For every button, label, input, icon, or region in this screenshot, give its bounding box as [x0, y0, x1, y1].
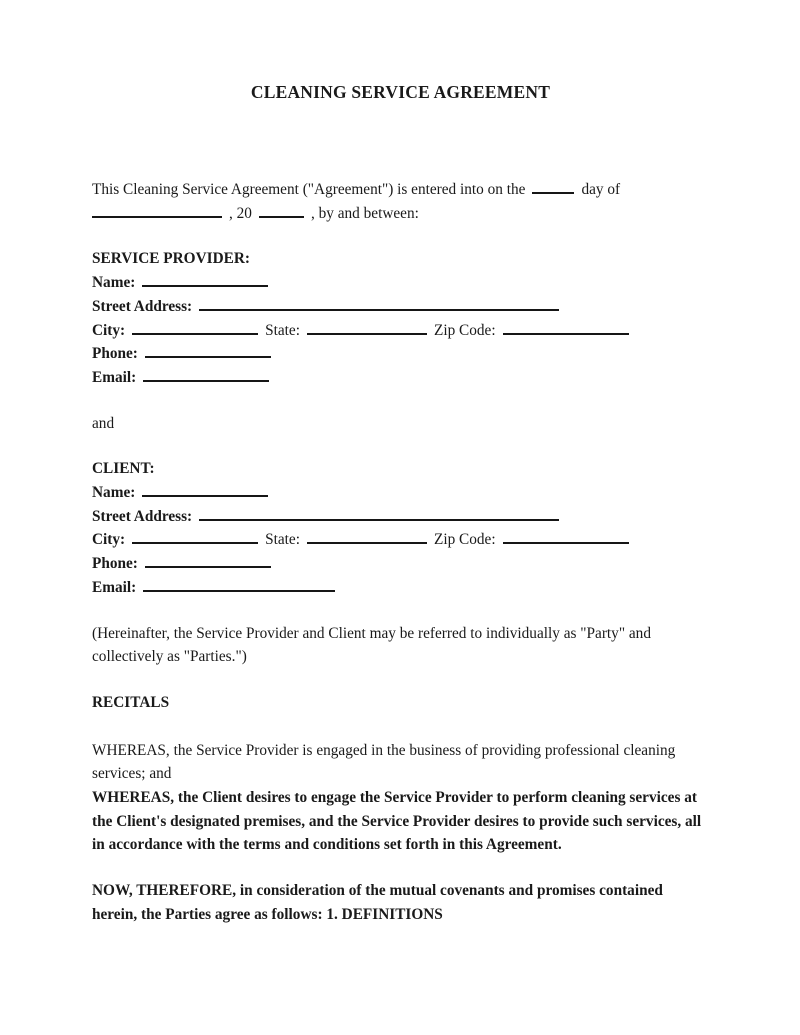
- sp-street-blank: [199, 298, 559, 311]
- client-email-row: [92, 576, 709, 600]
- service-provider-heading: SERVICE PROVIDER:: [92, 250, 250, 268]
- city-label: City:: [92, 321, 126, 339]
- client-heading: CLIENT:: [92, 460, 155, 478]
- sp-city-state-zip-row: [92, 319, 709, 343]
- phone-label: Phone:: [92, 555, 138, 573]
- intro-text: This Cleaning Service Agreement ("Agreement") is entered into on the: [92, 181, 526, 198]
- day-blank-line: [532, 181, 574, 194]
- intro-line-2: [92, 202, 709, 226]
- intro-year-prefix: , 20: [229, 204, 252, 222]
- zip-code-label: Zip Code:: [433, 321, 496, 339]
- service-provider-section: [92, 247, 709, 389]
- whereas-clause-2: WHEREAS, the Client desires to engage the Service Provider to perform cleaning services at the Client's designated premises, and the Service Provider desires to provide such services, all in accordance with the terms and conditions set forth in this Agreement.: [92, 789, 702, 854]
- intro-day-of: day of: [581, 181, 621, 198]
- client-email-blank: [143, 579, 335, 592]
- client-section: [92, 457, 709, 599]
- name-label: Name:: [92, 484, 136, 502]
- client-street-row: [92, 505, 709, 529]
- recitals-heading: RECITALS: [92, 693, 170, 711]
- intro-paragraph: [92, 178, 709, 225]
- phone-label: Phone:: [92, 345, 138, 363]
- whereas-block: [92, 739, 709, 858]
- sp-phone-row: [92, 342, 709, 366]
- zip-code-label: Zip Code:: [433, 531, 496, 549]
- month-blank-line: [92, 205, 222, 218]
- client-phone-blank: [145, 555, 271, 568]
- name-label: Name:: [92, 274, 136, 292]
- sp-name-row: [92, 271, 709, 295]
- intro-line-1: [92, 178, 709, 202]
- client-state-blank: [307, 531, 427, 544]
- email-label: Email:: [92, 368, 137, 386]
- state-label: State:: [265, 321, 300, 339]
- client-name-blank: [142, 484, 268, 497]
- now-therefore-paragraph: NOW, THEREFORE, in consideration of the mutual covenants and promises contained herein, the Parties agree as follows: 1. DEFINITIONS: [92, 882, 663, 923]
- client-zip-blank: [503, 531, 629, 544]
- sp-city-blank: [132, 322, 258, 335]
- sp-state-blank: [307, 322, 427, 335]
- client-phone-row: [92, 552, 709, 576]
- sp-email-blank: [143, 369, 269, 382]
- document-title: CLEANING SERVICE AGREEMENT: [250, 82, 551, 102]
- hereinafter-paragraph: (Hereinafter, the Service Provider and Client may be referred to individually as "Party" and collectively as "Parties."): [92, 624, 651, 666]
- connector-and: and: [92, 414, 115, 432]
- client-name-row: [92, 481, 709, 505]
- sp-street-row: [92, 295, 709, 319]
- client-street-blank: [199, 508, 559, 521]
- sp-zip-blank: [503, 322, 629, 335]
- city-label: City:: [92, 531, 126, 549]
- state-label: State:: [265, 531, 300, 549]
- sp-phone-blank: [145, 345, 271, 358]
- email-label: Email:: [92, 578, 137, 596]
- whereas-clause-1: WHEREAS, the Service Provider is engaged in the business of providing professional cleaning services; and: [92, 741, 676, 783]
- street-address-label: Street Address:: [92, 297, 193, 315]
- street-address-label: Street Address:: [92, 507, 193, 525]
- year-blank-line: [259, 205, 304, 218]
- client-city-state-zip-row: [92, 528, 709, 552]
- client-city-blank: [132, 531, 258, 544]
- sp-email-row: [92, 366, 709, 390]
- sp-name-blank: [142, 274, 268, 287]
- intro-by-and-between: , by and between:: [310, 204, 419, 222]
